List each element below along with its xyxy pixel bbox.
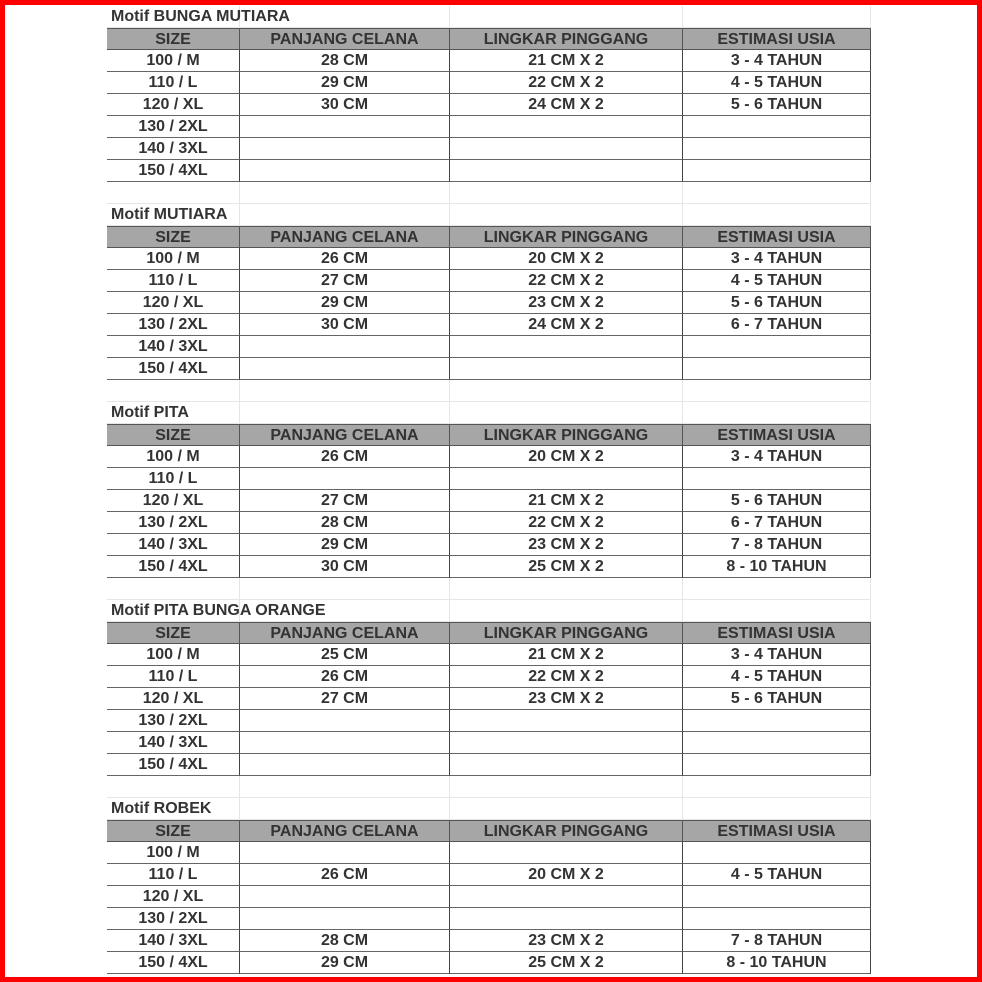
- table-cell: [240, 116, 450, 138]
- table-cell: 25 CM X 2: [450, 952, 683, 974]
- table-cell: [683, 358, 871, 380]
- table-cell: 20 CM X 2: [450, 446, 683, 468]
- table-cell: 150 / 4XL: [107, 358, 240, 380]
- cell: [683, 578, 871, 600]
- table-cell: 21 CM X 2: [450, 50, 683, 72]
- table-row: [107, 952, 871, 974]
- cell: [450, 182, 683, 204]
- column-header: SIZE: [107, 820, 240, 842]
- table-cell: 27 CM: [240, 490, 450, 512]
- section-title: Motif BUNGA MUTIARA: [111, 8, 290, 25]
- table-row: [107, 534, 871, 556]
- size-table-section: [107, 600, 871, 798]
- column-header: SIZE: [107, 226, 240, 248]
- column-header: ESTIMASI USIA: [683, 226, 871, 248]
- table-cell: [240, 138, 450, 160]
- table-cell: 7 - 8 TAHUN: [683, 930, 871, 952]
- table-cell: 30 CM: [240, 314, 450, 336]
- column-header: LINGKAR PINGGANG: [450, 28, 683, 50]
- table-row: [107, 930, 871, 952]
- table-cell: [450, 138, 683, 160]
- table-cell: 29 CM: [240, 952, 450, 974]
- table-cell: 100 / M: [107, 248, 240, 270]
- section-title-row: [107, 798, 871, 820]
- table-cell: 110 / L: [107, 72, 240, 94]
- cell: [450, 600, 683, 622]
- table-cell: [450, 842, 683, 864]
- table-cell: 5 - 6 TAHUN: [683, 94, 871, 116]
- table-cell: [240, 842, 450, 864]
- table-row: [107, 644, 871, 666]
- table-row: [107, 468, 871, 490]
- section-title-row: [107, 402, 871, 424]
- table-cell: 22 CM X 2: [450, 72, 683, 94]
- cell: [683, 6, 871, 28]
- section-title-row: [107, 6, 871, 28]
- table-cell: 28 CM: [240, 50, 450, 72]
- table-cell: 120 / XL: [107, 886, 240, 908]
- table-row: [107, 908, 871, 930]
- table-cell: 100 / M: [107, 446, 240, 468]
- table-cell: 26 CM: [240, 446, 450, 468]
- table-cell: 23 CM X 2: [450, 292, 683, 314]
- table-cell: 20 CM X 2: [450, 248, 683, 270]
- size-table-section: [107, 6, 871, 204]
- section-title-row: [107, 204, 871, 226]
- table-cell: 21 CM X 2: [450, 490, 683, 512]
- column-header: ESTIMASI USIA: [683, 820, 871, 842]
- table-cell: 24 CM X 2: [450, 314, 683, 336]
- table-row: [107, 50, 871, 72]
- table-cell: 26 CM: [240, 864, 450, 886]
- cell: [240, 798, 450, 820]
- column-header: PANJANG CELANA: [240, 820, 450, 842]
- table-cell: 140 / 3XL: [107, 138, 240, 160]
- table-cell: 23 CM X 2: [450, 534, 683, 556]
- table-cell: 27 CM: [240, 688, 450, 710]
- cell: [683, 600, 871, 622]
- cell: [683, 380, 871, 402]
- table-row: [107, 512, 871, 534]
- table-row: [107, 864, 871, 886]
- table-cell: [450, 336, 683, 358]
- table-cell: 150 / 4XL: [107, 160, 240, 182]
- table-cell: [240, 710, 450, 732]
- table-cell: 3 - 4 TAHUN: [683, 50, 871, 72]
- cell: [683, 182, 871, 204]
- table-cell: 130 / 2XL: [107, 512, 240, 534]
- table-cell: [240, 160, 450, 182]
- table-cell: [450, 710, 683, 732]
- table-cell: [450, 468, 683, 490]
- section-title: Motif PITA BUNGA ORANGE: [111, 602, 326, 619]
- table-row: [107, 116, 871, 138]
- table-cell: 130 / 2XL: [107, 314, 240, 336]
- cell: [240, 402, 450, 424]
- cell: [683, 798, 871, 820]
- table-cell: 25 CM: [240, 644, 450, 666]
- cell: [240, 380, 450, 402]
- table-cell: 22 CM X 2: [450, 512, 683, 534]
- table-cell: 150 / 4XL: [107, 556, 240, 578]
- table-cell: 100 / M: [107, 644, 240, 666]
- table-cell: [240, 908, 450, 930]
- size-table-section: [107, 402, 871, 600]
- header-row: [107, 226, 871, 248]
- cell: [240, 578, 450, 600]
- table-cell: 6 - 7 TAHUN: [683, 512, 871, 534]
- table-cell: [450, 358, 683, 380]
- section-title: Motif MUTIARA: [111, 206, 228, 223]
- table-cell: 120 / XL: [107, 490, 240, 512]
- cell: [240, 182, 450, 204]
- cell: [107, 776, 240, 798]
- table-row: [107, 666, 871, 688]
- table-cell: [240, 732, 450, 754]
- table-cell: 23 CM X 2: [450, 930, 683, 952]
- table-cell: 120 / XL: [107, 94, 240, 116]
- table-cell: [683, 336, 871, 358]
- table-cell: 30 CM: [240, 556, 450, 578]
- table-row: [107, 358, 871, 380]
- table-cell: 26 CM: [240, 666, 450, 688]
- table-cell: [683, 886, 871, 908]
- table-cell: [450, 732, 683, 754]
- cell: [450, 776, 683, 798]
- table-cell: 8 - 10 TAHUN: [683, 952, 871, 974]
- table-cell: 110 / L: [107, 864, 240, 886]
- cell: [450, 578, 683, 600]
- table-row: [107, 94, 871, 116]
- table-cell: 5 - 6 TAHUN: [683, 292, 871, 314]
- table-cell: 140 / 3XL: [107, 732, 240, 754]
- cell: [240, 776, 450, 798]
- table-cell: 26 CM: [240, 248, 450, 270]
- table-cell: 120 / XL: [107, 688, 240, 710]
- header-row: [107, 622, 871, 644]
- size-chart-sheet: [107, 6, 871, 974]
- table-cell: [450, 754, 683, 776]
- table-cell: 5 - 6 TAHUN: [683, 490, 871, 512]
- table-row: [107, 314, 871, 336]
- table-cell: 130 / 2XL: [107, 710, 240, 732]
- table-cell: 30 CM: [240, 94, 450, 116]
- table-cell: [683, 842, 871, 864]
- cell: [683, 402, 871, 424]
- table-row: [107, 138, 871, 160]
- column-header: LINGKAR PINGGANG: [450, 424, 683, 446]
- column-header: ESTIMASI USIA: [683, 28, 871, 50]
- cell: [107, 380, 240, 402]
- table-row: [107, 292, 871, 314]
- column-header: SIZE: [107, 622, 240, 644]
- table-cell: 22 CM X 2: [450, 666, 683, 688]
- cell: [107, 182, 240, 204]
- table-cell: [240, 468, 450, 490]
- cell: [450, 402, 683, 424]
- table-cell: 110 / L: [107, 270, 240, 292]
- column-header: ESTIMASI USIA: [683, 424, 871, 446]
- header-row: [107, 28, 871, 50]
- cell: [450, 6, 683, 28]
- table-row: [107, 336, 871, 358]
- table-cell: 25 CM X 2: [450, 556, 683, 578]
- table-cell: 7 - 8 TAHUN: [683, 534, 871, 556]
- cell: [683, 204, 871, 226]
- table-cell: 100 / M: [107, 842, 240, 864]
- table-row: [107, 270, 871, 292]
- size-table-section: [107, 798, 871, 974]
- table-cell: 3 - 4 TAHUN: [683, 446, 871, 468]
- table-row: [107, 754, 871, 776]
- table-cell: 6 - 7 TAHUN: [683, 314, 871, 336]
- cell: [683, 776, 871, 798]
- table-cell: 4 - 5 TAHUN: [683, 72, 871, 94]
- table-cell: [683, 160, 871, 182]
- table-cell: [683, 754, 871, 776]
- column-header: PANJANG CELANA: [240, 28, 450, 50]
- cell: [450, 204, 683, 226]
- table-cell: [683, 710, 871, 732]
- table-cell: 150 / 4XL: [107, 952, 240, 974]
- table-cell: 3 - 4 TAHUN: [683, 644, 871, 666]
- header-row: [107, 424, 871, 446]
- cell: [107, 578, 240, 600]
- column-header: LINGKAR PINGGANG: [450, 820, 683, 842]
- table-cell: 100 / M: [107, 50, 240, 72]
- table-row: [107, 556, 871, 578]
- table-cell: 130 / 2XL: [107, 116, 240, 138]
- table-cell: 29 CM: [240, 292, 450, 314]
- table-cell: 24 CM X 2: [450, 94, 683, 116]
- table-cell: [450, 886, 683, 908]
- table-cell: 130 / 2XL: [107, 908, 240, 930]
- table-cell: [240, 754, 450, 776]
- table-cell: 4 - 5 TAHUN: [683, 666, 871, 688]
- section-title-row: [107, 600, 871, 622]
- table-row: [107, 72, 871, 94]
- cell: [240, 204, 450, 226]
- column-header: LINGKAR PINGGANG: [450, 226, 683, 248]
- header-row: [107, 820, 871, 842]
- section-title: Motif PITA: [111, 404, 189, 421]
- table-cell: [240, 886, 450, 908]
- cell: [450, 380, 683, 402]
- table-cell: 3 - 4 TAHUN: [683, 248, 871, 270]
- table-cell: 110 / L: [107, 666, 240, 688]
- table-cell: 28 CM: [240, 930, 450, 952]
- blank-row: [107, 776, 871, 798]
- table-cell: [683, 138, 871, 160]
- table-row: [107, 688, 871, 710]
- table-cell: 8 - 10 TAHUN: [683, 556, 871, 578]
- column-header: PANJANG CELANA: [240, 622, 450, 644]
- table-cell: [240, 358, 450, 380]
- column-header: PANJANG CELANA: [240, 424, 450, 446]
- table-cell: 23 CM X 2: [450, 688, 683, 710]
- table-cell: 150 / 4XL: [107, 754, 240, 776]
- column-header: SIZE: [107, 28, 240, 50]
- table-cell: 29 CM: [240, 72, 450, 94]
- table-cell: 140 / 3XL: [107, 930, 240, 952]
- table-cell: 5 - 6 TAHUN: [683, 688, 871, 710]
- table-cell: [240, 336, 450, 358]
- column-header: PANJANG CELANA: [240, 226, 450, 248]
- table-cell: [683, 908, 871, 930]
- section-title: Motif ROBEK: [111, 800, 212, 817]
- table-cell: 4 - 5 TAHUN: [683, 864, 871, 886]
- column-header: ESTIMASI USIA: [683, 622, 871, 644]
- table-cell: [450, 116, 683, 138]
- cell: [450, 798, 683, 820]
- blank-row: [107, 182, 871, 204]
- table-row: [107, 490, 871, 512]
- table-cell: 21 CM X 2: [450, 644, 683, 666]
- table-cell: 29 CM: [240, 534, 450, 556]
- table-cell: [683, 468, 871, 490]
- table-cell: 140 / 3XL: [107, 534, 240, 556]
- table-cell: [450, 908, 683, 930]
- table-row: [107, 446, 871, 468]
- table-row: [107, 160, 871, 182]
- size-table-section: [107, 204, 871, 402]
- table-cell: 27 CM: [240, 270, 450, 292]
- table-cell: [683, 116, 871, 138]
- table-row: [107, 886, 871, 908]
- table-cell: 28 CM: [240, 512, 450, 534]
- table-cell: [450, 160, 683, 182]
- table-row: [107, 842, 871, 864]
- table-row: [107, 732, 871, 754]
- blank-row: [107, 380, 871, 402]
- table-cell: 22 CM X 2: [450, 270, 683, 292]
- table-row: [107, 248, 871, 270]
- table-cell: 120 / XL: [107, 292, 240, 314]
- column-header: LINGKAR PINGGANG: [450, 622, 683, 644]
- table-cell: 140 / 3XL: [107, 336, 240, 358]
- column-header: SIZE: [107, 424, 240, 446]
- table-cell: 110 / L: [107, 468, 240, 490]
- blank-row: [107, 578, 871, 600]
- table-row: [107, 710, 871, 732]
- table-cell: [683, 732, 871, 754]
- table-cell: 20 CM X 2: [450, 864, 683, 886]
- table-cell: 4 - 5 TAHUN: [683, 270, 871, 292]
